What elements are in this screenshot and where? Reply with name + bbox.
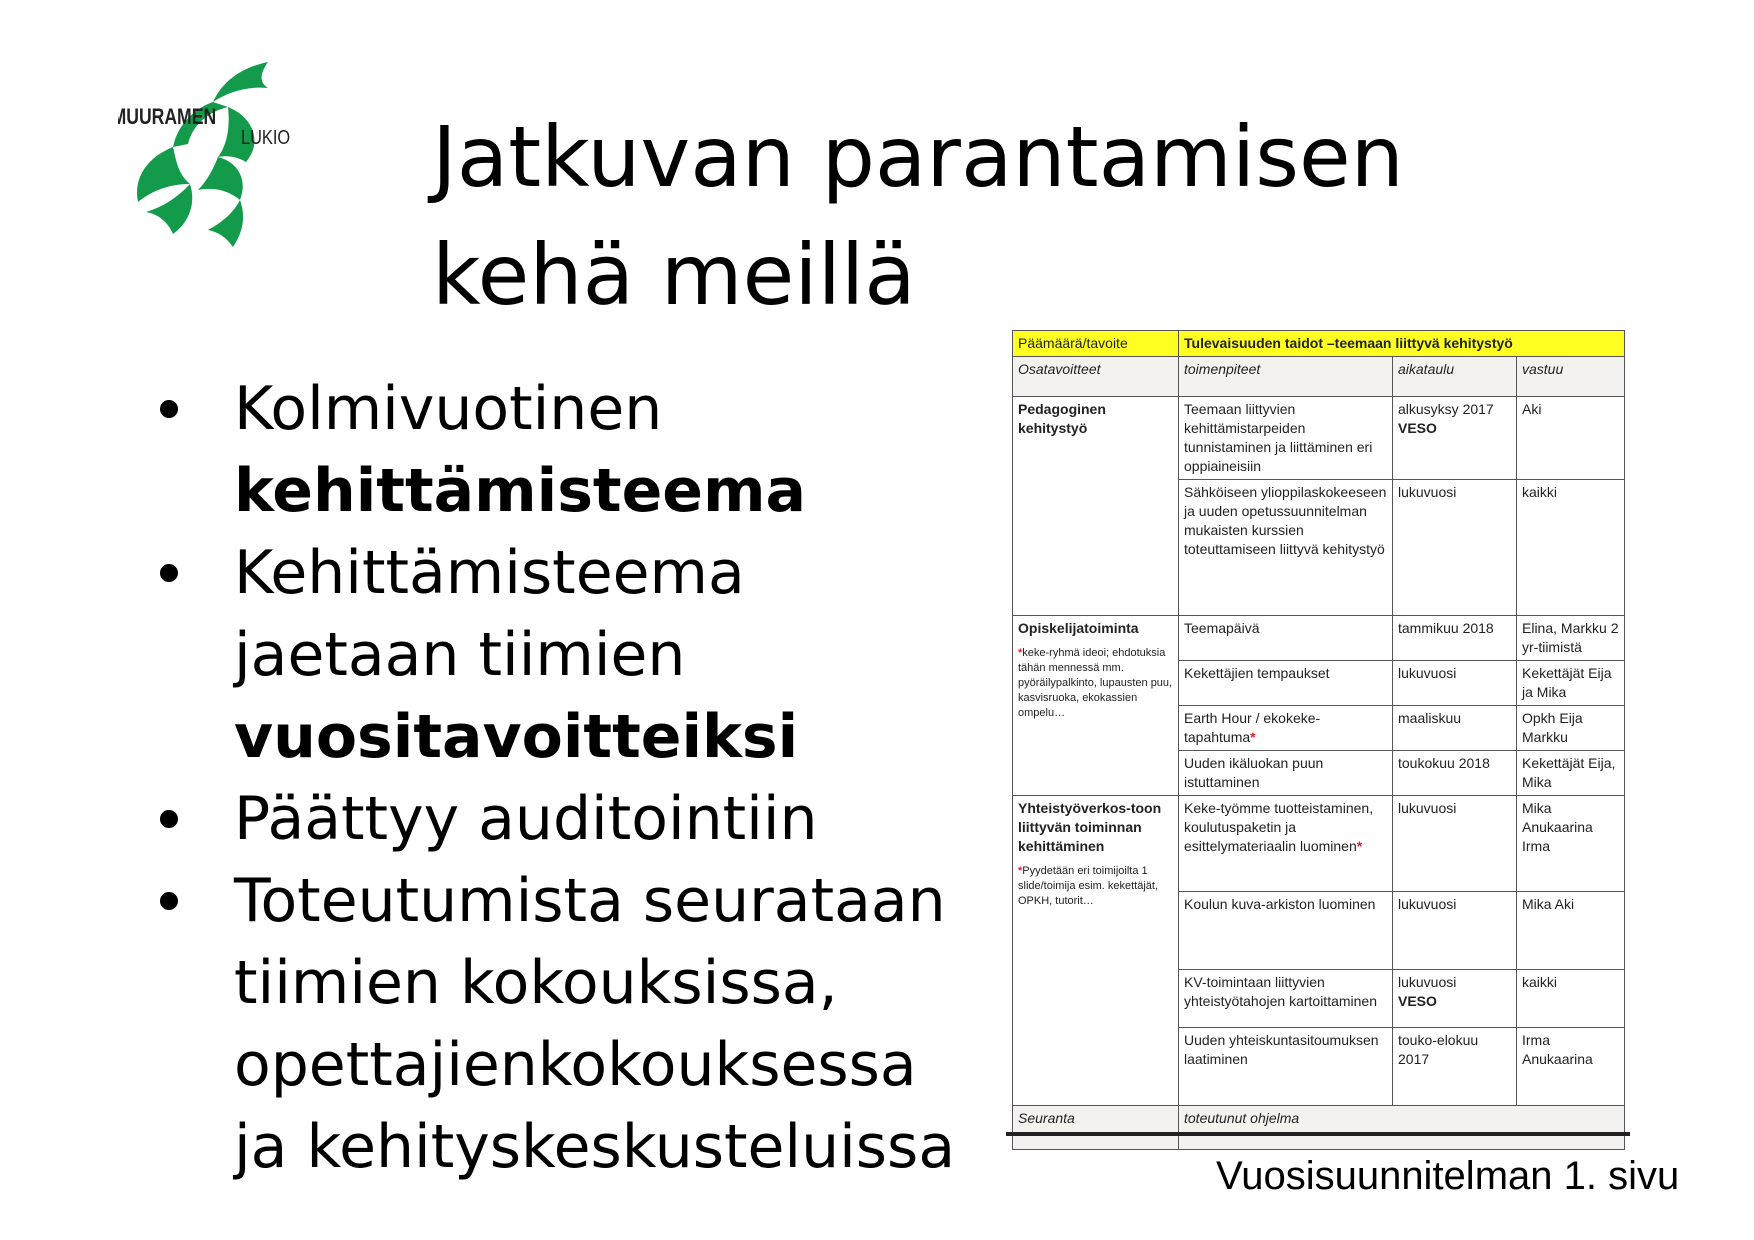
footer-cell: toteutunut ohjelma	[1179, 1106, 1625, 1150]
table-row	[1013, 796, 1625, 892]
subheader-cell: aikataulu	[1393, 357, 1517, 397]
bullet-bold-text: kehittämisteema	[234, 456, 806, 526]
bullet-text: Kolmivuotinen	[234, 374, 663, 444]
bullet-list	[150, 368, 970, 1188]
title-line-2: kehä meillä	[432, 226, 916, 324]
muurame-logo-icon	[118, 62, 328, 252]
action-cell: Uuden yhteiskuntasitoumuksen laatiminen	[1179, 1028, 1393, 1106]
time-cell: lukuvuosi	[1393, 661, 1517, 706]
asterisk-icon: *	[1356, 838, 1363, 854]
bullet-item	[150, 532, 970, 778]
action-cell: Koulun kuva-arkiston luominen	[1179, 892, 1393, 970]
time-cell: touko-elokuu 2017	[1393, 1028, 1517, 1106]
time-bold-text: VESO	[1398, 993, 1437, 1009]
resp-cell: Irma Anukaarina	[1517, 1028, 1625, 1106]
subheader-cell: toimenpiteet	[1179, 357, 1393, 397]
subheader-cell: vastuu	[1517, 357, 1625, 397]
bullet-dot-icon	[160, 892, 178, 910]
table-header-row	[1013, 331, 1625, 357]
bullet-item	[150, 778, 970, 860]
resp-cell: kaikki	[1517, 970, 1625, 1028]
bullet-text: Päättyy auditointiin	[234, 784, 818, 854]
table-subheader-row	[1013, 357, 1625, 397]
subheader-cell: Osatavoitteet	[1013, 357, 1179, 397]
plan-table-image	[1012, 330, 1624, 1130]
asterisk-icon: *	[1018, 865, 1023, 877]
action-cell	[1179, 706, 1393, 751]
resp-cell: Kekettäjät Eija ja Mika	[1517, 661, 1625, 706]
resp-cell: Opkh Eija Markku	[1517, 706, 1625, 751]
group-note-text: keke-ryhmä ideoi; ehdotuksia tähän mennessä mm. pyöräilypalkinto, lupausten puu, kasvisruoka, ekokassien ompelu…	[1018, 647, 1173, 719]
time-cell	[1393, 397, 1517, 480]
action-cell: KV-toimintaan liittyvien yhteistyötahojen kartoittaminen	[1179, 970, 1393, 1028]
group-cell: Pedagoginen kehitystyö	[1013, 397, 1179, 616]
group-cell	[1013, 796, 1179, 1106]
time-cell	[1393, 970, 1517, 1028]
action-cell: Uuden ikäluokan puun istuttaminen	[1179, 751, 1393, 796]
resp-cell: Elina, Markku 2 yr-tiimistä	[1517, 616, 1625, 661]
plan-table	[1012, 330, 1625, 1150]
bullet-text: Kehittämisteema jaetaan tiimien	[234, 538, 745, 690]
bullet-dot-icon	[160, 564, 178, 582]
logo-text-right: LUKIO	[241, 125, 291, 149]
time-cell: maaliskuu	[1393, 706, 1517, 751]
bullet-dot-icon	[160, 810, 178, 828]
footer-cell: Seuranta	[1013, 1106, 1179, 1150]
time-bold-text: VESO	[1398, 420, 1437, 436]
table-bottom-divider	[1006, 1132, 1630, 1136]
group-note-text: Pyydetään eri toimijoilta 1 slide/toimija esim. kekettäjät, OPKH, tutorit…	[1018, 865, 1158, 907]
header-cell: Päämäärä/tavoite	[1013, 331, 1179, 357]
bullet-item	[150, 860, 970, 1188]
time-cell: lukuvuosi	[1393, 480, 1517, 616]
group-title: Yhteistyöverkos-toon liittyvän toiminnan kehittäminen	[1018, 800, 1162, 854]
group-note	[1018, 646, 1173, 721]
table-footer-row	[1013, 1106, 1625, 1150]
action-cell: Teemaan liittyvien kehittämistarpeiden tunnistaminen ja liittäminen eri oppiaineisiin	[1179, 397, 1393, 480]
resp-cell: Aki	[1517, 397, 1625, 480]
action-cell: Sähköiseen ylioppilaskokeeseen ja uuden opetussuunnitelman mukaisten kurssien toteuttamiseen liittyvä kehitystyö	[1179, 480, 1393, 616]
bullet-text: Toteutumista seurataan tiimien kokouksissa, opettajienkokouksessa ja kehityskeskusteluissa	[234, 866, 956, 1182]
time-text: lukuvuosi	[1398, 974, 1457, 990]
time-cell: toukokuu 2018	[1393, 751, 1517, 796]
page-title	[432, 98, 1532, 334]
time-cell: lukuvuosi	[1393, 892, 1517, 970]
resp-cell: Kekettäjät Eija, Mika	[1517, 751, 1625, 796]
action-cell: Kekettäjien tempaukset	[1179, 661, 1393, 706]
action-cell: Teemapäivä	[1179, 616, 1393, 661]
time-cell: lukuvuosi	[1393, 796, 1517, 892]
bullet-dot-icon	[160, 400, 178, 418]
action-cell	[1179, 796, 1393, 892]
image-caption: Vuosisuunnitelman 1. sivu	[1216, 1154, 1680, 1198]
action-text: Keke-työmme tuotteistaminen, koulutuspaketin ja esittelymateriaalin luominen	[1184, 800, 1374, 854]
table-row	[1013, 397, 1625, 480]
asterisk-icon: *	[1250, 729, 1256, 745]
header-cell: Tulevaisuuden taidot –teemaan liittyvä kehitystyö	[1179, 331, 1625, 357]
school-logo	[118, 62, 328, 252]
time-text: alkusyksy 2017	[1398, 401, 1494, 417]
group-note	[1018, 864, 1173, 909]
logo-text-left: MUURAMEN	[118, 105, 217, 130]
resp-cell: Mika Anukaarina Irma	[1517, 796, 1625, 892]
time-cell: tammikuu 2018	[1393, 616, 1517, 661]
action-text: Earth Hour / ekokeke-tapahtuma	[1184, 710, 1321, 745]
group-cell	[1013, 616, 1179, 796]
group-title: Opiskelijatoiminta	[1018, 620, 1139, 636]
bullet-item	[150, 368, 970, 532]
table-row	[1013, 616, 1625, 661]
resp-cell: kaikki	[1517, 480, 1625, 616]
asterisk-icon: *	[1018, 647, 1023, 659]
resp-cell: Mika Aki	[1517, 892, 1625, 970]
bullet-bold-text: vuositavoitteiksi	[234, 702, 799, 772]
title-line-1: Jatkuvan parantamisen	[432, 108, 1404, 206]
